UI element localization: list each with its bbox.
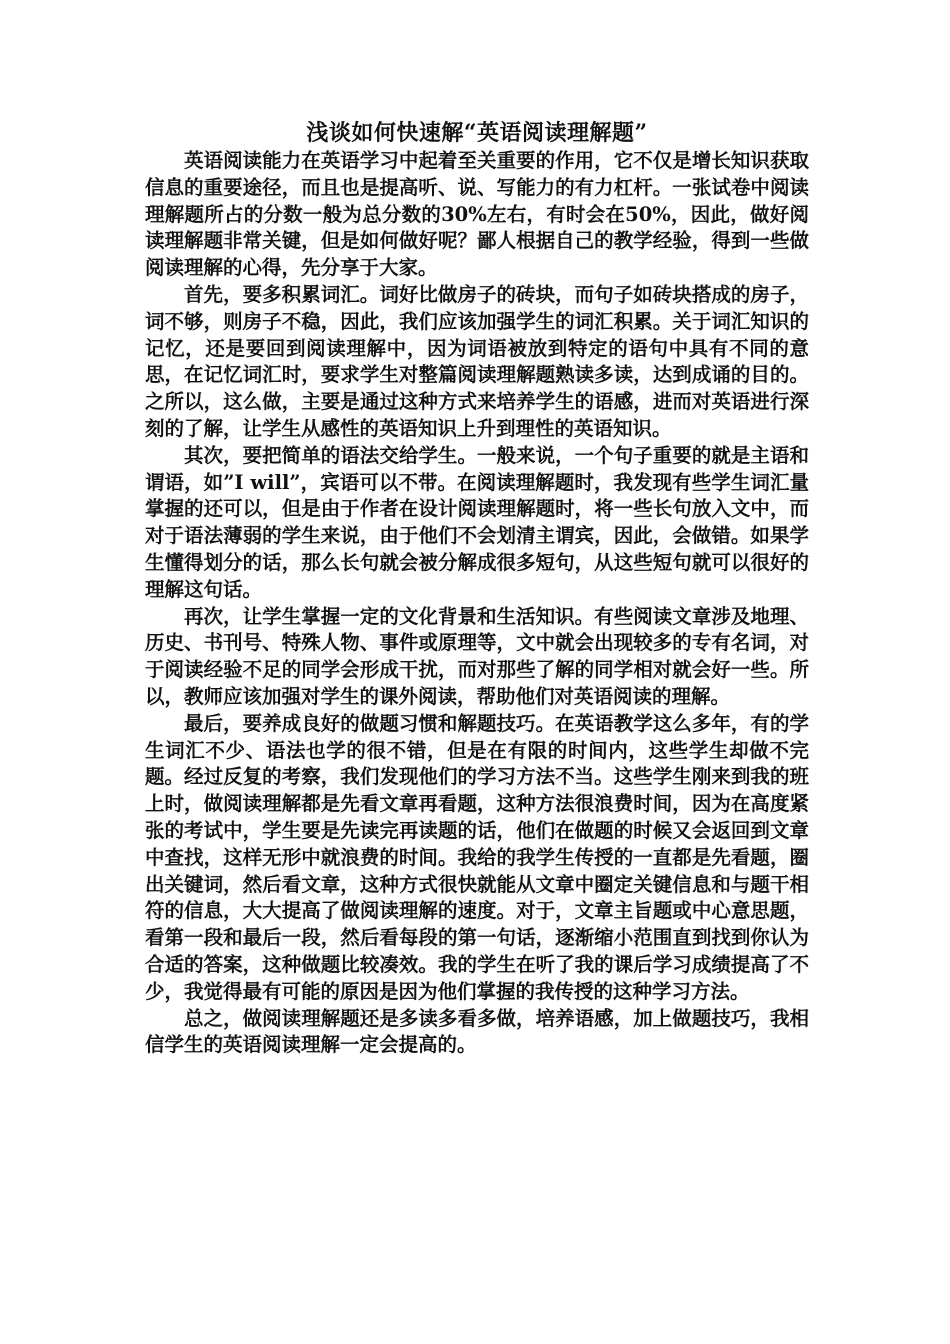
paragraph-intro: 英语阅读能力在英语学习中起着至关重要的作用，它不仅是增长知识获取信息的重要途径，而且也是提高听、说、写能力的有力杠杆。一张试卷中阅读理解题所占的分数一般为总分数的30%左右，有时会在50%，因此，做好阅读理解题非常关键，但是如何做好呢？鄙人根据自己的教学经验，得到一些做阅读理解的心得，先分享于大家。 (145, 149, 809, 280)
paragraph-conclusion: 总之，做阅读理解题还是多读多看多做，培养语感，加上做题技巧，我相信学生的英语阅读理解一定会提高的。 (145, 1006, 809, 1057)
paragraph-vocabulary: 首先，要多积累词汇。词好比做房子的砖块，而句子如砖块搭成的房子，词不够，则房子不稳，因此，我们应该加强学生的词汇积累。关于词汇知识的记忆，还是要回到阅读理解中，因为词语被放到特定的语句中具有不同的意思，在记忆词汇时，要求学生对整篇阅读理解题熟读多读，达到成诵的目的。之所以，这么做，主要是通过这种方式来培养学生的语感，进而对英语进行深刻的了解，让学生从感性的英语知识上升到理性的英语知识。 (145, 282, 809, 440)
document-title: 浅谈如何快速解“英语阅读理解题” (306, 120, 648, 146)
paragraph-technique: 最后，要养成良好的做题习惯和解题技巧。在英语教学这么多年，有的学生词汇不少、语法也学的很不错，但是在有限的时间内，这些学生却做不完题。经过反复的考察，我们发现他们的学习方法不当。这些学生刚来到我的班上时，做阅读理解都是先看文章再看题，这种方法很浪费时间，因为在高度紧张的考试中，学生要是先读完再读题的话，他们在做题的时候又会返回到文章中查找，这样无形中就浪费的时间。我给的我学生传授的一直都是先看题，圈出关键词，然后看文章，这种方式很快就能从文章中圈定关键信息和与题干相符的信息，大大提高了做阅读理解的速度。对于，文章主旨题或中心意思题，看第一段和最后一段，然后看每段的第一句话，逐渐缩小范围直到找到你认为合适的答案，这种做题比较凑效。我的学生在听了我的课后学习成绩提高了不少，我觉得最有可能的原因是因为他们掌握的我传授的这种学习方法。 (145, 711, 809, 1003)
paragraph-background: 再次，让学生掌握一定的文化背景和生活知识。有些阅读文章涉及地理、历史、书刊号、特殊人物、事件或原理等，文中就会出现较多的专有名词，对于阅读经验不足的同学会形成干扰，而对那些了解的同学相对就会好一些。所以，教师应该加强对学生的课外阅读，帮助他们对英语阅读的理解。 (145, 604, 809, 708)
paragraph-grammar: 其次，要把简单的语法交给学生。一般来说，一个句子重要的就是主语和谓语，如”I will”，宾语可以不带。在阅读理解题时，我发现有些学生词汇量掌握的还可以，但是由于作者在设计阅读理解题时，将一些长句放入文中，而对于语法薄弱的学生来说，由于他们不会划清主谓宾，因此，会做错。如果学生懂得划分的话，那么长句就会被分解成很多短句，从这些短句就可以很好的理解这句话。 (145, 443, 809, 601)
document-page (145, 118, 809, 1059)
